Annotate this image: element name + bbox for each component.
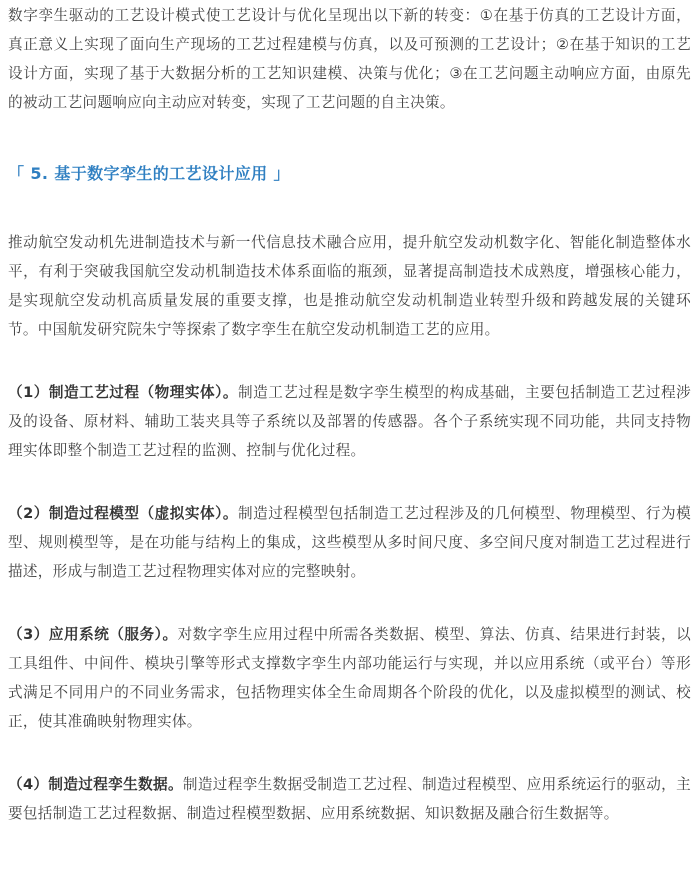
item-lead-4: （4）制造过程孪生数据。 — [8, 776, 183, 793]
item-body-4: 制造过程孪生数据受制造工艺过程、制造过程模型、应用系统运行的驱动，主要包括制造工艺过程数据、制造过程模型数据、应用系统数据、知识数据及融合衍生数据等。 — [8, 776, 691, 822]
section-intro-paragraph: 推动航空发动机先进制造技术与新一代信息技术融合应用，提升航空发动机数字化、智能化制造整体水平，有利于突破我国航空发动机制造技术体系面临的瓶颈，显著提高制造技术成熟度，增强核心能力，是实现航空发动机高质量发展的重要支撑，也是推动航空发动机制造业转型升级和跨越发展的关键环节。中国航发研究院朱宁等探索了数字孪生在航空发动机制造工艺的应用。 — [8, 234, 691, 338]
heading-close-bracket: 」 — [273, 164, 290, 183]
item-paragraph-4 — [8, 770, 691, 828]
item-body-1: 制造工艺过程是数字孪生模型的构成基础，主要包括制造工艺过程涉及的设备、原材料、辅助工装夹具等子系统以及部署的传感器。各个子系统实现不同功能，共同支持物理实体即整个制造工艺过程的监测、控制与优化过程。 — [8, 384, 691, 459]
item-paragraph-2 — [8, 499, 691, 586]
intro-paragraph: 数字孪生驱动的工艺设计模式使工艺设计与优化呈现出以下新的转变：①在基于仿真的工艺设计方面，真正意义上实现了面向生产现场的工艺过程建模与仿真，以及可预测的工艺设计；②在基于知识的工艺设计方面，实现了基于大数据分析的工艺知识建模、决策与优化；③在工艺问题主动响应方面，由原先的被动工艺问题响应向主动应对转变，实现了工艺问题的自主决策。 — [8, 7, 691, 111]
item-body-2: 制造过程模型包括制造工艺过程涉及的几何模型、物理模型、行为模型、规则模型等，是在功能与结构上的集成，这些模型从多时间尺度、多空间尺度对制造工艺过程进行描述，形成与制造工艺过程物理实体对应的完整映射。 — [8, 505, 691, 580]
item-body-3: 对数字孪生应用过程中所需各类数据、模型、算法、仿真、结果进行封装，以工具组件、中间件、模块引擎等形式支撑数字孪生内部功能运行与实现，并以应用系统（或平台）等形式满足不同用户的不同业务需求，包括物理实体全生命周期各个阶段的优化，以及虚拟模型的测试、校正，使其准确映射物理实体。 — [8, 626, 691, 730]
section-heading — [8, 117, 691, 188]
item-paragraph-3 — [8, 620, 691, 736]
heading-open-bracket: 「 — [8, 164, 25, 183]
item-lead-1: （1）制造工艺过程（物理实体）。 — [8, 384, 238, 401]
heading-text: 5. 基于数字孪生的工艺设计应用 — [24, 164, 274, 183]
item-lead-3: （3）应用系统（服务）。 — [8, 626, 178, 643]
item-paragraph-1 — [8, 378, 691, 465]
item-lead-2: （2）制造过程模型（虚拟实体）。 — [8, 505, 238, 522]
